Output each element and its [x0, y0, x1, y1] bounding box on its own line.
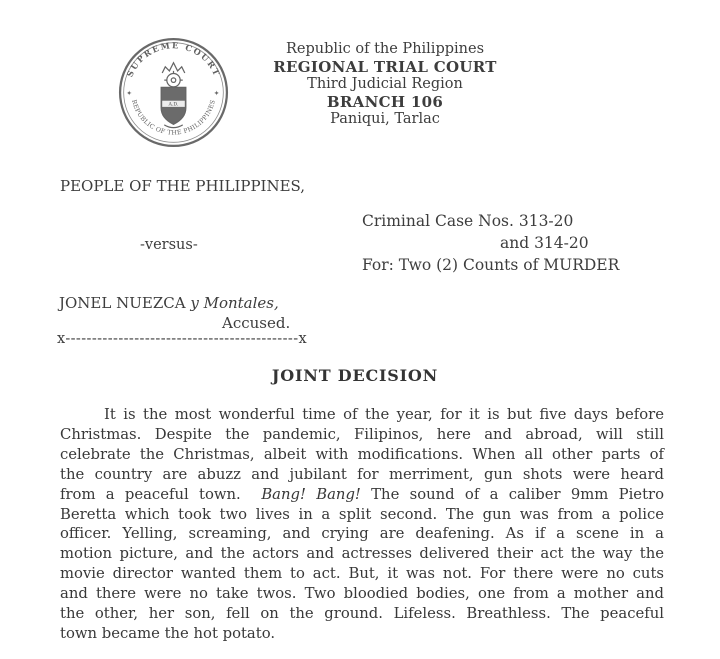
decision-line: officer. Yelling, screaming, and crying are deafening. As if a scene in a: [60, 525, 664, 543]
seal-sun-wheel-icon: [167, 73, 180, 86]
seal-arc-top-text: SUPREME COURT: [124, 40, 223, 79]
versus-label: -versus-: [140, 237, 198, 253]
court-header: [205, 41, 565, 129]
plaintiff-name: PEOPLE OF THE PHILIPPINES,: [60, 177, 306, 195]
header-court: REGIONAL TRIAL COURT: [273, 57, 497, 76]
case-info: [362, 211, 692, 276]
decision-line: town became the hot potato.: [60, 624, 276, 642]
case-number-line1: Criminal Case Nos. 313-20: [362, 212, 574, 230]
header-location: Paniqui, Tarlac: [330, 111, 440, 127]
seal-emblem: [161, 63, 186, 128]
decision-line: the other, her son, fell on the ground. Lifeless. Breathless. The peaceful: [60, 605, 664, 623]
decision-title: JOINT DECISION: [271, 366, 439, 385]
decision-line-post: The sound of a caliber 9mm Pietro: [360, 485, 664, 503]
decision-line: movie director wanted them to act. But, it was not. For there were no cuts: [60, 565, 664, 583]
decision-line: [60, 485, 664, 505]
caption-terminator-line: x--------------------------------------------x: [57, 331, 308, 347]
decision-line: Christmas. Despite the pandemic, Filipinos, here and abroad, will still: [60, 425, 664, 443]
header-country: Republic of the Philippines: [285, 41, 485, 57]
decision-line: the country are abuzz and jubilant for merriment, gun shots were heard: [60, 465, 664, 483]
case-charge: For: Two (2) Counts of MURDER: [362, 255, 620, 274]
accused-name-suffix: y Montales,: [190, 294, 279, 312]
seal-scroll-icon: [164, 125, 182, 128]
accused-name: [59, 294, 279, 312]
decision-line-pre: from a peaceful town.: [60, 485, 262, 503]
header-region: Third Judicial Region: [307, 76, 463, 92]
seal-arc-bottom-text: REPUBLIC OF THE PHILIPPINES: [130, 99, 217, 137]
seal-star-left-icon: ✦: [126, 88, 133, 98]
decision-line: and there were no take twos. Two bloodied bodies, one from a mother and: [60, 585, 664, 603]
decision-line: celebrate the Christmas, albeit with modifications. When all other parts of: [60, 445, 664, 463]
accused-label: Accused.: [222, 314, 291, 332]
header-branch: BRANCH 106: [326, 92, 444, 111]
decision-line: Beretta which took two lives in a split second. The gun was from a police: [60, 505, 664, 523]
seal-band-text: A.D.: [168, 102, 179, 108]
seal-star-right-icon: ✦: [213, 88, 220, 98]
decision-body: [60, 405, 664, 644]
accused-name-main: JONEL NUEZCA: [59, 294, 186, 312]
decision-line-italic: Bang! Bang!: [261, 485, 361, 503]
case-number-line2: and 314-20: [500, 233, 589, 252]
decision-line: It is the most wonderful time of the year, for it is but five days before: [104, 406, 664, 423]
decision-line: motion picture, and the actors and actresses delivered their act the way the: [60, 545, 664, 563]
